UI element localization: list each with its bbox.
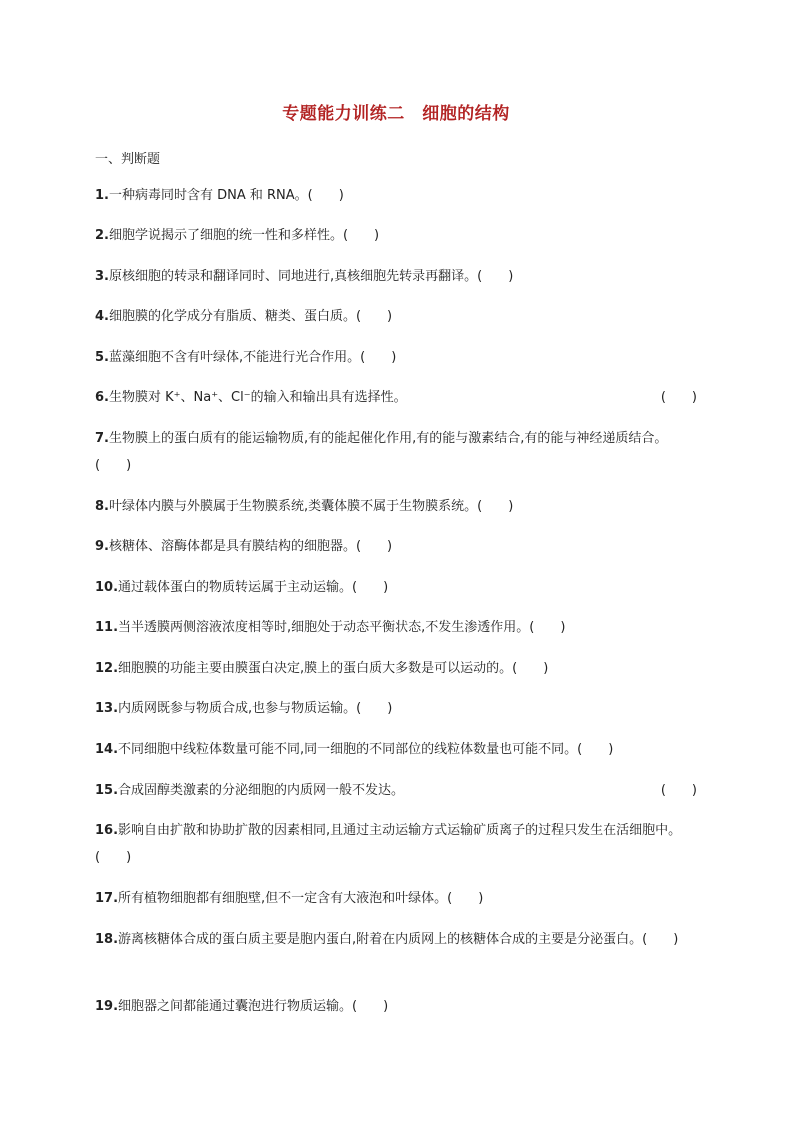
question-number: 4. (95, 309, 109, 324)
question-text: 内质网既参与物质合成,也参与物质运输。( ) (118, 701, 393, 716)
question-text: 当半透膜两侧溶液浓度相等时,细胞处于动态平衡状态,不发生渗透作用。( ) (118, 620, 566, 635)
question-text: 细胞器之间都能通过囊泡进行物质运输。( ) (118, 999, 389, 1014)
question-number: 14. (95, 742, 119, 757)
question-number: 9. (95, 539, 109, 554)
question-10 (95, 574, 697, 601)
document-page (95, 0, 697, 1123)
question-number: 3. (95, 269, 109, 284)
question-number: 1. (95, 188, 109, 203)
question-number: 15. (95, 783, 119, 798)
question-text: 一种病毒同时含有 DNA 和 RNA。( ) (108, 188, 344, 203)
question-1 (95, 182, 697, 209)
question-text: 叶绿体内膜与外膜属于生物膜系统,类囊体膜不属于生物膜系统。( ) (108, 499, 514, 514)
question-number: 10. (95, 580, 119, 595)
question-text: 细胞膜的化学成分有脂质、糖类、蛋白质。( ) (108, 309, 393, 324)
question-number: 11. (95, 620, 119, 635)
question-number: 7. (95, 431, 109, 446)
question-4 (95, 303, 697, 330)
question-number: 8. (95, 499, 109, 514)
question-text: 原核细胞的转录和翻译同时、同地进行,真核细胞先转录再翻译。( ) (108, 269, 514, 284)
question-14 (95, 736, 697, 763)
question-12 (95, 655, 697, 682)
question-text: 生物膜上的蛋白质有的能运输物质,有的能起催化作用,有的能与激素结合,有的能与神经递质结合。( ) (95, 431, 668, 473)
question-2 (95, 222, 697, 249)
question-number: 19. (95, 999, 119, 1014)
question-5 (95, 344, 697, 371)
question-text: 核糖体、溶酶体都是具有膜结构的细胞器。( ) (108, 539, 393, 554)
question-13 (95, 695, 697, 722)
question-3 (95, 263, 697, 290)
question-number: 5. (95, 350, 109, 365)
question-text: 合成固醇类激素的分泌细胞的内质网一般不发达。 (118, 783, 405, 798)
question-text: 细胞膜的功能主要由膜蛋白决定,膜上的蛋白质大多数是可以运动的。( ) (118, 661, 549, 676)
question-11 (95, 614, 697, 641)
question-8 (95, 493, 697, 520)
question-9 (95, 533, 697, 560)
question-text: 所有植物细胞都有细胞壁,但不一定含有大液泡和叶绿体。( ) (118, 891, 484, 906)
question-text: 蓝藻细胞不含有叶绿体,不能进行光合作用。( ) (108, 350, 397, 365)
question-number: 16. (95, 823, 119, 838)
question-number: 17. (95, 891, 119, 906)
question-7 (95, 425, 697, 479)
question-number: 2. (95, 228, 109, 243)
question-15 (95, 777, 697, 804)
question-18 (95, 926, 697, 953)
question-16 (95, 817, 697, 871)
question-text: 生物膜对 K⁺、Na⁺、Cl⁻的输入和输出具有选择性。 (108, 390, 407, 405)
answer-blank: ( ) (660, 390, 697, 405)
section-heading: 一、判断题 (95, 152, 161, 167)
question-text: 游离核糖体合成的蛋白质主要是胞内蛋白,附着在内质网上的核糖体合成的主要是分泌蛋白。( ) (118, 932, 679, 947)
question-text: 细胞学说揭示了细胞的统一性和多样性。( ) (108, 228, 380, 243)
question-text: 不同细胞中线粒体数量可能不同,同一细胞的不同部位的线粒体数量也可能不同。( ) (118, 742, 614, 757)
question-19 (95, 993, 697, 1020)
question-text: 通过载体蛋白的物质转运属于主动运输。( ) (118, 580, 389, 595)
question-6 (95, 384, 697, 411)
question-number: 13. (95, 701, 119, 716)
page-title: 专题能力训练二 细胞的结构 (282, 104, 510, 124)
answer-blank: ( ) (660, 783, 697, 798)
question-number: 18. (95, 932, 119, 947)
question-17 (95, 885, 697, 912)
question-text: 影响自由扩散和协助扩散的因素相同,且通过主动运输方式运输矿质离子的过程只发生在活细胞中。( ) (95, 823, 682, 865)
question-number: 6. (95, 390, 109, 405)
question-number: 12. (95, 661, 119, 676)
